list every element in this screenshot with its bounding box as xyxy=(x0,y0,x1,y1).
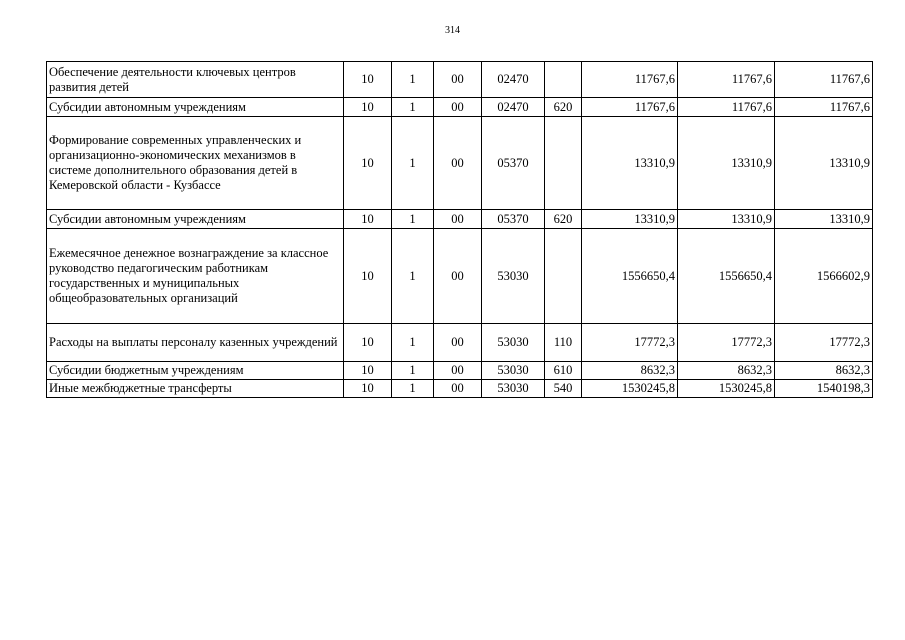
row-name: Субсидии автономным учреждениям xyxy=(47,210,344,229)
subsection-code: 1 xyxy=(392,117,434,210)
row-name: Ежемесячное денежное вознаграждение за классное руководство педагогическим работникам государственных и муниципальных общеобразовательных организаций xyxy=(47,229,344,324)
target-code: 05370 xyxy=(482,210,545,229)
amount-2: 17772,3 xyxy=(678,324,775,362)
row-name: Обеспечение деятельности ключевых центров развития детей xyxy=(47,62,344,98)
section-code: 10 xyxy=(344,117,392,210)
amount-1: 13310,9 xyxy=(582,210,678,229)
amount-1: 17772,3 xyxy=(582,324,678,362)
table-row xyxy=(47,380,873,398)
table-row xyxy=(47,229,873,324)
amount-3: 13310,9 xyxy=(775,210,873,229)
expense-type-code xyxy=(545,62,582,98)
target-code: 53030 xyxy=(482,380,545,398)
subsection-code: 1 xyxy=(392,362,434,380)
section-code: 10 xyxy=(344,210,392,229)
amount-3: 1540198,3 xyxy=(775,380,873,398)
amount-1: 8632,3 xyxy=(582,362,678,380)
expense-type-code: 620 xyxy=(545,210,582,229)
expense-type-code: 110 xyxy=(545,324,582,362)
amount-1: 1530245,8 xyxy=(582,380,678,398)
expense-type-code: 610 xyxy=(545,362,582,380)
target-code: 53030 xyxy=(482,229,545,324)
section-code: 10 xyxy=(344,229,392,324)
amount-3: 17772,3 xyxy=(775,324,873,362)
amount-1: 1556650,4 xyxy=(582,229,678,324)
target-code: 53030 xyxy=(482,362,545,380)
program-code: 00 xyxy=(434,380,482,398)
table-row xyxy=(47,117,873,210)
amount-2: 1530245,8 xyxy=(678,380,775,398)
subsection-code: 1 xyxy=(392,62,434,98)
target-code: 53030 xyxy=(482,324,545,362)
subsection-code: 1 xyxy=(392,210,434,229)
budget-table xyxy=(46,61,873,398)
section-code: 10 xyxy=(344,98,392,117)
program-code: 00 xyxy=(434,98,482,117)
amount-3: 13310,9 xyxy=(775,117,873,210)
amount-2: 11767,6 xyxy=(678,62,775,98)
expense-type-code xyxy=(545,229,582,324)
program-code: 00 xyxy=(434,62,482,98)
section-code: 10 xyxy=(344,380,392,398)
row-name: Иные межбюджетные трансферты xyxy=(47,380,344,398)
amount-2: 8632,3 xyxy=(678,362,775,380)
amount-2: 13310,9 xyxy=(678,117,775,210)
subsection-code: 1 xyxy=(392,380,434,398)
program-code: 00 xyxy=(434,324,482,362)
row-name: Субсидии автономным учреждениям xyxy=(47,98,344,117)
program-code: 00 xyxy=(434,117,482,210)
row-name: Формирование современных управленческих и организационно-экономических механизмов в системе дополнительного образования детей в Кемеровской области - Кузбассе xyxy=(47,117,344,210)
table-row xyxy=(47,362,873,380)
program-code: 00 xyxy=(434,229,482,324)
amount-2: 13310,9 xyxy=(678,210,775,229)
section-code: 10 xyxy=(344,362,392,380)
target-code: 05370 xyxy=(482,117,545,210)
subsection-code: 1 xyxy=(392,229,434,324)
amount-3: 11767,6 xyxy=(775,98,873,117)
section-code: 10 xyxy=(344,324,392,362)
target-code: 02470 xyxy=(482,62,545,98)
amount-3: 1566602,9 xyxy=(775,229,873,324)
row-name: Расходы на выплаты персоналу казенных учреждений xyxy=(47,324,344,362)
subsection-code: 1 xyxy=(392,98,434,117)
amount-1: 11767,6 xyxy=(582,62,678,98)
section-code: 10 xyxy=(344,62,392,98)
target-code: 02470 xyxy=(482,98,545,117)
expense-type-code: 620 xyxy=(545,98,582,117)
amount-1: 13310,9 xyxy=(582,117,678,210)
amount-3: 8632,3 xyxy=(775,362,873,380)
expense-type-code xyxy=(545,117,582,210)
amount-3: 11767,6 xyxy=(775,62,873,98)
program-code: 00 xyxy=(434,210,482,229)
table-row xyxy=(47,62,873,98)
program-code: 00 xyxy=(434,362,482,380)
page-number: 314 xyxy=(445,25,460,36)
row-name: Субсидии бюджетным учреждениям xyxy=(47,362,344,380)
expense-type-code: 540 xyxy=(545,380,582,398)
amount-1: 11767,6 xyxy=(582,98,678,117)
subsection-code: 1 xyxy=(392,324,434,362)
table-row xyxy=(47,98,873,117)
table-row xyxy=(47,324,873,362)
amount-2: 11767,6 xyxy=(678,98,775,117)
table-row xyxy=(47,210,873,229)
amount-2: 1556650,4 xyxy=(678,229,775,324)
